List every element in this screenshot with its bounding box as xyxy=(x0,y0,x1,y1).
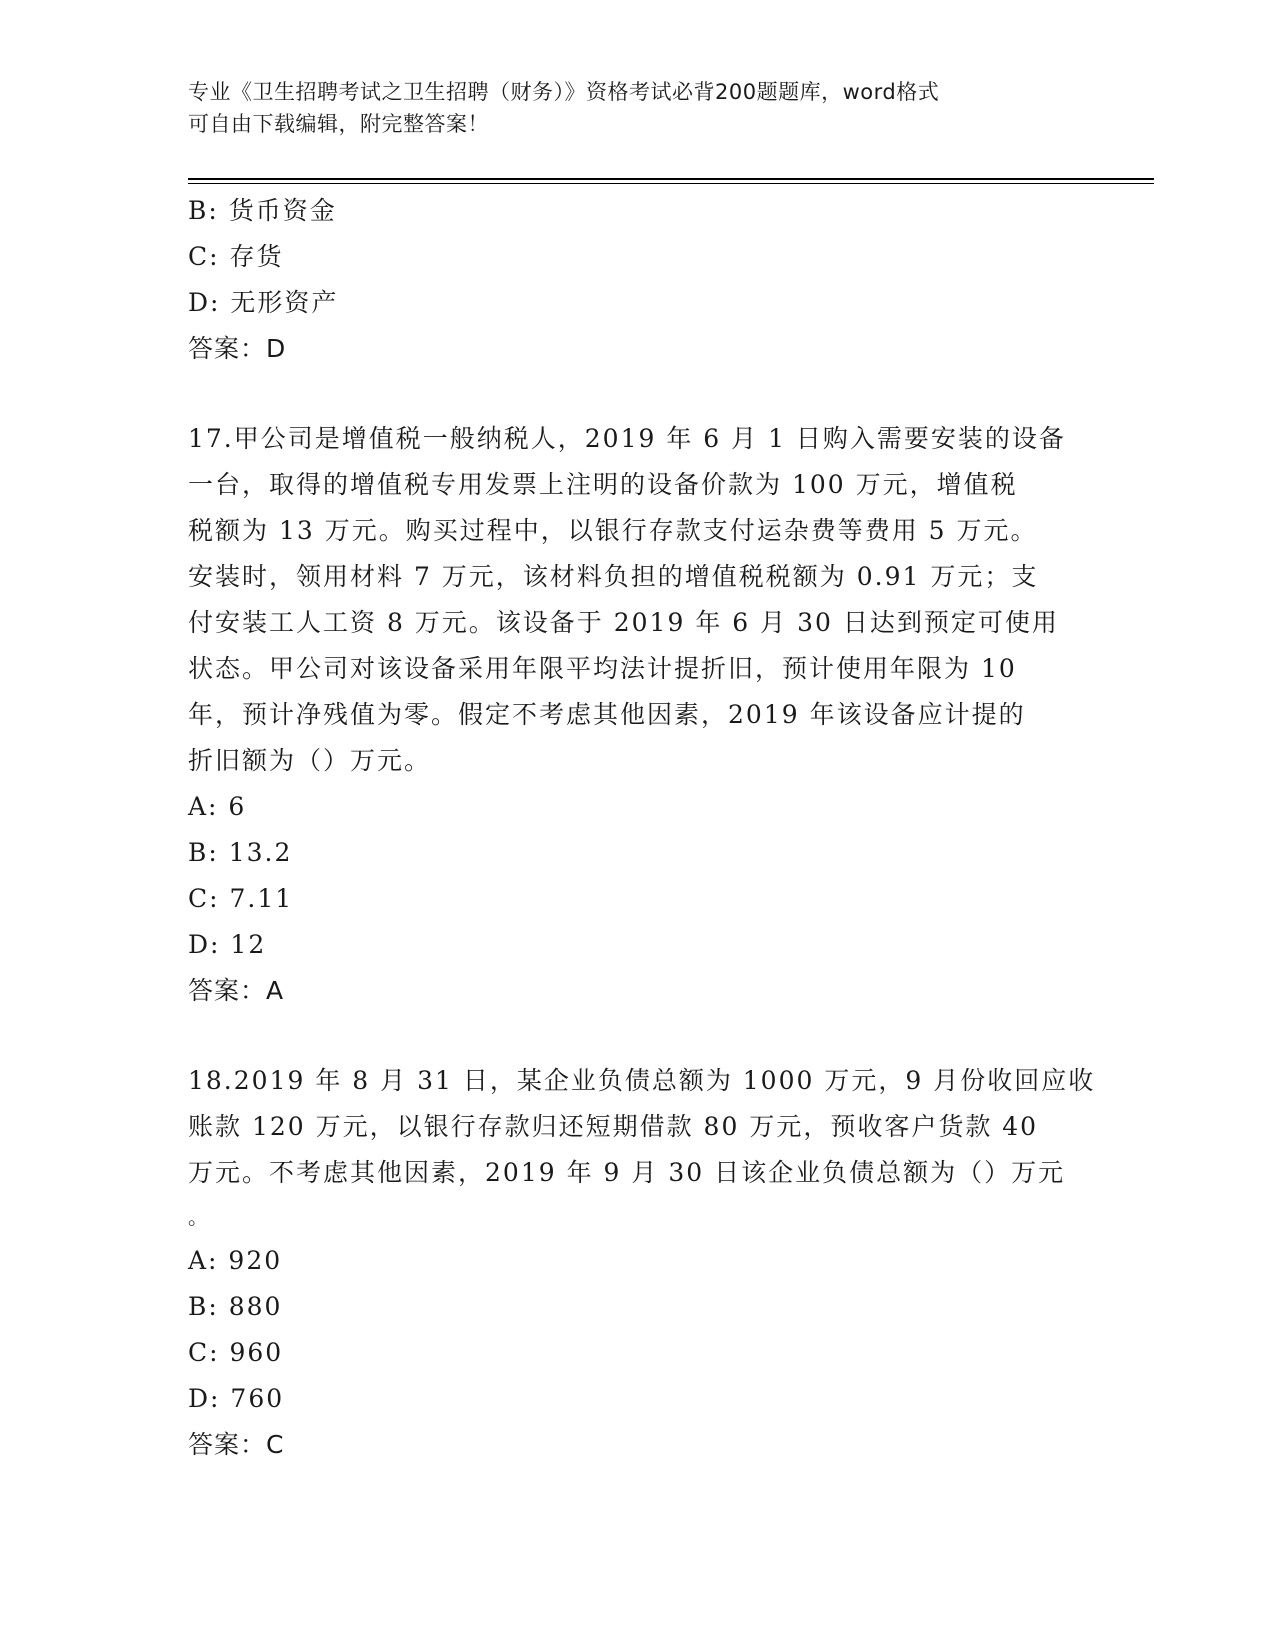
header-rule-thin xyxy=(188,183,1154,184)
question-text-line: 18.2019 年 8 月 31 日，某企业负债总额为 1000 万元，9 月份收回应收 xyxy=(188,1066,1096,1095)
option-d: D: 760 xyxy=(188,1384,285,1413)
option-d: D: 无形资产 xyxy=(188,288,339,317)
document-header xyxy=(188,76,1068,140)
question-text-line: 折旧额为（）万元。 xyxy=(188,746,432,775)
question-text-line: 税额为 13 万元。购买过程中，以银行存款支付运杂费等费用 5 万元。 xyxy=(188,516,1038,545)
option-b: B: 13.2 xyxy=(188,838,293,867)
header-rule-thick xyxy=(188,178,1154,180)
question-text-line: 付安装工人工资 8 万元。该设备于 2019 年 6 月 30 日达到预定可使用 xyxy=(188,608,1059,637)
question-16 xyxy=(188,188,1088,372)
option-d: D: 12 xyxy=(188,930,267,959)
question-text-line: 17.甲公司是增值税一般纳税人，2019 年 6 月 1 日购入需要安装的设备 xyxy=(188,424,1066,453)
document-body xyxy=(188,188,1096,1468)
spacer xyxy=(188,372,1088,416)
header-line-2: 可自由下载编辑，附完整答案！ xyxy=(188,112,489,136)
spacer xyxy=(188,1014,1088,1058)
question-text-line: 状态。甲公司对该设备采用年限平均法计提折旧，预计使用年限为 10 xyxy=(188,654,1017,683)
question-text-line: 万元。不考虑其他因素，2019 年 9 月 30 日该企业负债总额为（）万元 xyxy=(188,1158,1066,1187)
question-text-line: 安装时，领用材料 7 万元，该材料负担的增值税税额为 0.91 万元；支 xyxy=(188,562,1039,591)
option-c: C: 960 xyxy=(188,1338,284,1367)
question-text-line: 账款 120 万元，以银行存款归还短期借款 80 万元，预收客户货款 40 xyxy=(188,1112,1039,1141)
question-text-line: 年，预计净残值为零。假定不考虑其他因素，2019 年该设备应计提的 xyxy=(188,700,1026,729)
question-17 xyxy=(188,416,1088,1014)
option-a: A: 920 xyxy=(188,1246,283,1275)
question-18 xyxy=(188,1058,1096,1468)
option-b: B: 880 xyxy=(188,1292,283,1321)
answer: 答案：D xyxy=(188,334,287,363)
option-c: C: 7.11 xyxy=(188,884,294,913)
option-b: B: 货币资金 xyxy=(188,196,337,225)
header-line-1: 专业《卫生招聘考试之卫生招聘（财务）》资格考试必背200题题库，word格式 xyxy=(188,80,940,104)
answer: 答案：C xyxy=(188,1430,285,1459)
option-c: C: 存货 xyxy=(188,242,284,271)
option-a: A: 6 xyxy=(188,792,247,821)
question-text-line: 。 xyxy=(188,1205,210,1229)
question-text-line: 一台，取得的增值税专用发票上注明的设备价款为 100 万元，增值税 xyxy=(188,470,1018,499)
answer: 答案：A xyxy=(188,976,285,1005)
